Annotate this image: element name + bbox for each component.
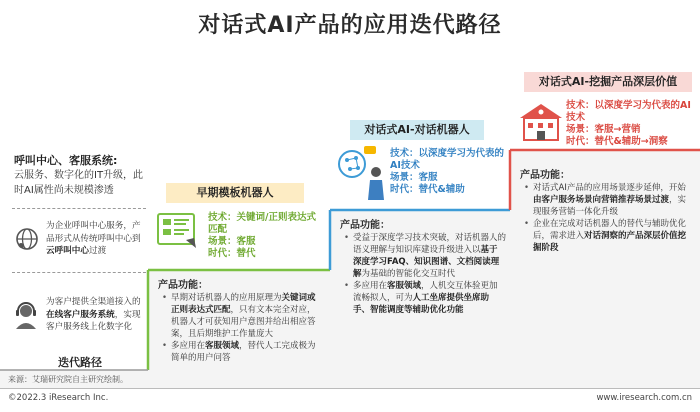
callcenter-heading: 呼叫中心、客服系统: [14,154,118,167]
list-item: • 对话式AI产品的应用场景逐步延伸，开始由客户服务场景向营销推荐场景过渡，实现服务营销一体化升级 [533,182,690,218]
list-item: • 多应用在客服领域，替代人工完成极为简单的用户问答 [171,340,324,364]
stage-2-func-list [342,232,506,316]
callcenter-desc: 云服务、数字化的IT升级，此时AI属性尚未规模渗透 [14,170,144,196]
chat-template-icon [156,210,202,256]
left-item-2: 为客户提供全渠道接入的在线客户服务系统，实现客户服务线上化数字化 [46,297,141,332]
agent-headset-icon [12,300,40,330]
stage-3-banner: 对话式AI-挖掘产品深层价值 [524,72,692,92]
website-link[interactable]: www.iresearch.com.cn [596,393,692,403]
source-note: 来源：艾瑞研究院自主研究绘制。 [8,375,128,384]
page-title: 对话式AI产品的应用迭代路径 [198,13,502,38]
divider [12,208,146,209]
list-item: • 早期对话机器人的应用原理为关键词或正则表达式匹配，只有文本完全对应，机器人才可获知用户意图并给出相应答案，且后期维护工作量庞大 [171,292,324,340]
stage-2-banner: 对话式AI-对话机器人 [350,120,484,140]
building-icon [516,96,566,146]
phone-globe-icon [14,226,40,252]
footer-divider [0,388,700,389]
stage-3-tech: 技术：以深度学习为代表的AI技术 场景：客服→营销 时代：替代&辅助→洞察 [566,100,691,147]
divider [12,272,146,273]
stage-3-func-head: 产品功能： [520,170,570,181]
stage-1-tech: 技术：关键词/正则表达式匹配 场景：客服 时代：替代 [208,212,316,259]
stage-3-func-list [522,182,690,254]
stage-1-func-head: 产品功能： [158,280,208,291]
ai-brain-person-icon [336,144,386,202]
list-item: • 受益于深度学习技术突破，对话机器人的语义理解与知识库建设升级进入以基于深度学习FAQ、知识图谱、文档阅读理解为基础的智能化交互时代 [353,232,506,280]
copyright: ©2022.3 iResearch Inc. [8,393,109,403]
left-item-1: 为企业呼叫中心服务，产品形式从传统呼叫中心到云呼叫中心过渡 [46,221,141,256]
stage-1-banner: 早期模板机器人 [166,183,304,203]
stage-1-func-list [160,292,324,364]
list-item: • 企业在完成对话机器人的替代与辅助优化后，需求进入对话洞察的产品深层价值挖掘阶段 [533,218,690,254]
stage-2-func-head: 产品功能： [340,220,390,231]
list-item: • 多应用在客服领域，人机交互体验更加流畅拟人，可为人工坐席提供坐席助手、智能调度等辅助优化功能 [353,280,506,316]
path-label: 迭代路径 [58,356,102,369]
stage-2-tech: 技术：以深度学习为代表的AI技术 场景：客服 时代：替代&辅助 [390,148,505,195]
